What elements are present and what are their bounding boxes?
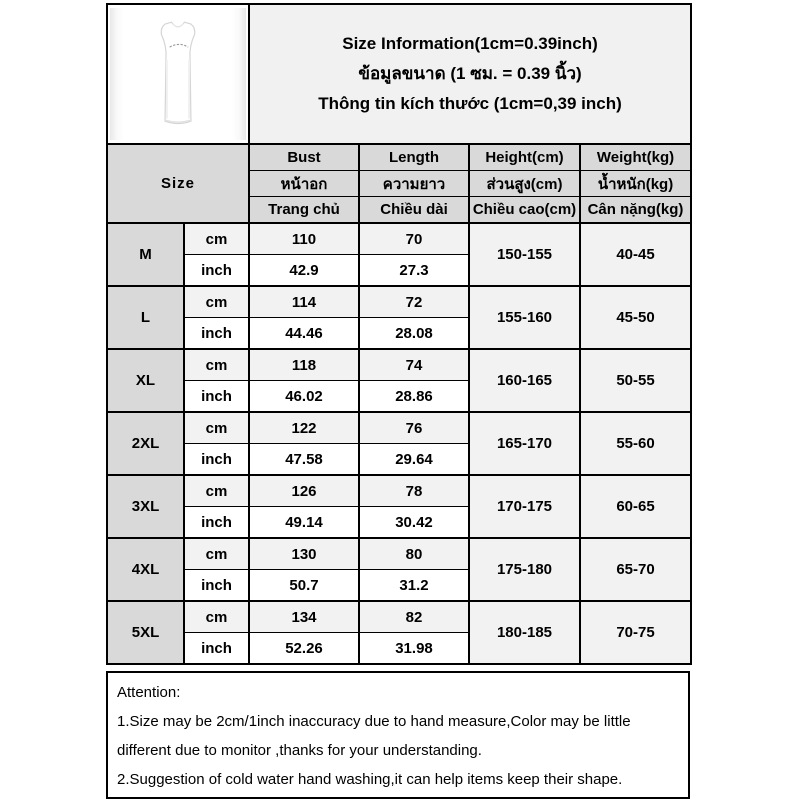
- unit-label-cm: cm: [184, 412, 249, 444]
- weight-range-value: 40-45: [580, 223, 691, 286]
- size-table: [106, 3, 692, 665]
- size-row-cm-3XL: [107, 475, 691, 507]
- size-information-title: [249, 4, 691, 144]
- size-row-cm-5XL: [107, 601, 691, 633]
- length-cm-value: 76: [359, 412, 469, 444]
- unit-label-cm: cm: [184, 223, 249, 255]
- unit-label-inch: inch: [184, 570, 249, 602]
- weight-header-th: น้ำหนัก(kg): [580, 171, 691, 197]
- unit-label-cm: cm: [184, 349, 249, 381]
- header-row-english: [107, 144, 691, 171]
- weight-range-value: 45-50: [580, 286, 691, 349]
- bust-inch-value: 42.9: [249, 255, 359, 287]
- title-line-english: Size Information(1cm=0.39inch): [342, 34, 598, 53]
- height-range-value: 150-155: [469, 223, 580, 286]
- unit-label-cm: cm: [184, 601, 249, 633]
- length-inch-value: 30.42: [359, 507, 469, 539]
- bust-inch-value: 46.02: [249, 381, 359, 413]
- bust-cm-value: 118: [249, 349, 359, 381]
- length-cm-value: 74: [359, 349, 469, 381]
- title-row: [107, 4, 691, 144]
- bust-cm-value: 122: [249, 412, 359, 444]
- bust-cm-value: 130: [249, 538, 359, 570]
- size-chart-sheet: [106, 3, 690, 799]
- length-inch-value: 29.64: [359, 444, 469, 476]
- weight-range-value: 60-65: [580, 475, 691, 538]
- length-cm-value: 82: [359, 601, 469, 633]
- weight-range-value: 70-75: [580, 601, 691, 664]
- length-cm-value: 78: [359, 475, 469, 507]
- size-label: XL: [107, 349, 184, 412]
- height-range-value: 175-180: [469, 538, 580, 601]
- unit-label-inch: inch: [184, 507, 249, 539]
- length-inch-value: 28.86: [359, 381, 469, 413]
- bust-inch-value: 50.7: [249, 570, 359, 602]
- size-row-cm-XL: [107, 349, 691, 381]
- length-inch-value: 28.08: [359, 318, 469, 350]
- weight-header-vi: Cân nặng(kg): [580, 197, 691, 224]
- tank-top-image: [141, 15, 215, 133]
- length-cm-value: 80: [359, 538, 469, 570]
- unit-label-inch: inch: [184, 444, 249, 476]
- attention-notes: [106, 671, 690, 799]
- title-line-thai: ข้อมูลขนาด (1 ซม. = 0.39 นิ้ว): [358, 64, 582, 83]
- attention-note-1: 1.Size may be 2cm/1inch inaccuracy due to hand measure,Color may be little different due to monitor ,thanks for your understanding.: [117, 713, 631, 759]
- length-cm-value: 72: [359, 286, 469, 318]
- unit-label-cm: cm: [184, 286, 249, 318]
- length-header-en: Length: [359, 144, 469, 171]
- weight-range-value: 50-55: [580, 349, 691, 412]
- weight-range-value: 65-70: [580, 538, 691, 601]
- size-label: 4XL: [107, 538, 184, 601]
- height-range-value: 155-160: [469, 286, 580, 349]
- unit-label-inch: inch: [184, 255, 249, 287]
- attention-heading: Attention:: [117, 684, 181, 701]
- weight-range-value: 55-60: [580, 412, 691, 475]
- bust-header-en: Bust: [249, 144, 359, 171]
- unit-label-inch: inch: [184, 381, 249, 413]
- size-column-header: Size: [107, 144, 249, 223]
- product-photo-cell: [107, 4, 249, 144]
- bust-inch-value: 47.58: [249, 444, 359, 476]
- unit-label-cm: cm: [184, 475, 249, 507]
- size-label: 3XL: [107, 475, 184, 538]
- size-label: L: [107, 286, 184, 349]
- unit-label-inch: inch: [184, 318, 249, 350]
- bust-cm-value: 110: [249, 223, 359, 255]
- length-cm-value: 70: [359, 223, 469, 255]
- bust-inch-value: 52.26: [249, 633, 359, 665]
- bust-cm-value: 134: [249, 601, 359, 633]
- bust-inch-value: 44.46: [249, 318, 359, 350]
- length-inch-value: 27.3: [359, 255, 469, 287]
- height-range-value: 165-170: [469, 412, 580, 475]
- length-header-vi: Chiều dài: [359, 197, 469, 224]
- attention-note-2: 2.Suggestion of cold water hand washing,it can help items keep their shape.: [117, 771, 623, 788]
- size-row-cm-M: [107, 223, 691, 255]
- height-range-value: 170-175: [469, 475, 580, 538]
- height-range-value: 180-185: [469, 601, 580, 664]
- unit-label-inch: inch: [184, 633, 249, 665]
- size-row-cm-2XL: [107, 412, 691, 444]
- bust-header-th: หน้าอก: [249, 171, 359, 197]
- length-inch-value: 31.98: [359, 633, 469, 665]
- unit-label-cm: cm: [184, 538, 249, 570]
- size-label: M: [107, 223, 184, 286]
- size-row-cm-L: [107, 286, 691, 318]
- title-line-vietnamese: Thông tin kích thước (1cm=0,39 inch): [318, 94, 622, 113]
- bust-inch-value: 49.14: [249, 507, 359, 539]
- size-label: 2XL: [107, 412, 184, 475]
- height-header-th: ส่วนสูง(cm): [469, 171, 580, 197]
- bust-cm-value: 126: [249, 475, 359, 507]
- bust-header-vi: Trang chủ: [249, 197, 359, 224]
- height-header-vi: Chiều cao(cm): [469, 197, 580, 224]
- bust-cm-value: 114: [249, 286, 359, 318]
- height-header-en: Height(cm): [469, 144, 580, 171]
- weight-header-en: Weight(kg): [580, 144, 691, 171]
- product-photo: [110, 8, 246, 140]
- length-inch-value: 31.2: [359, 570, 469, 602]
- size-row-cm-4XL: [107, 538, 691, 570]
- length-header-th: ความยาว: [359, 171, 469, 197]
- height-range-value: 160-165: [469, 349, 580, 412]
- size-label: 5XL: [107, 601, 184, 664]
